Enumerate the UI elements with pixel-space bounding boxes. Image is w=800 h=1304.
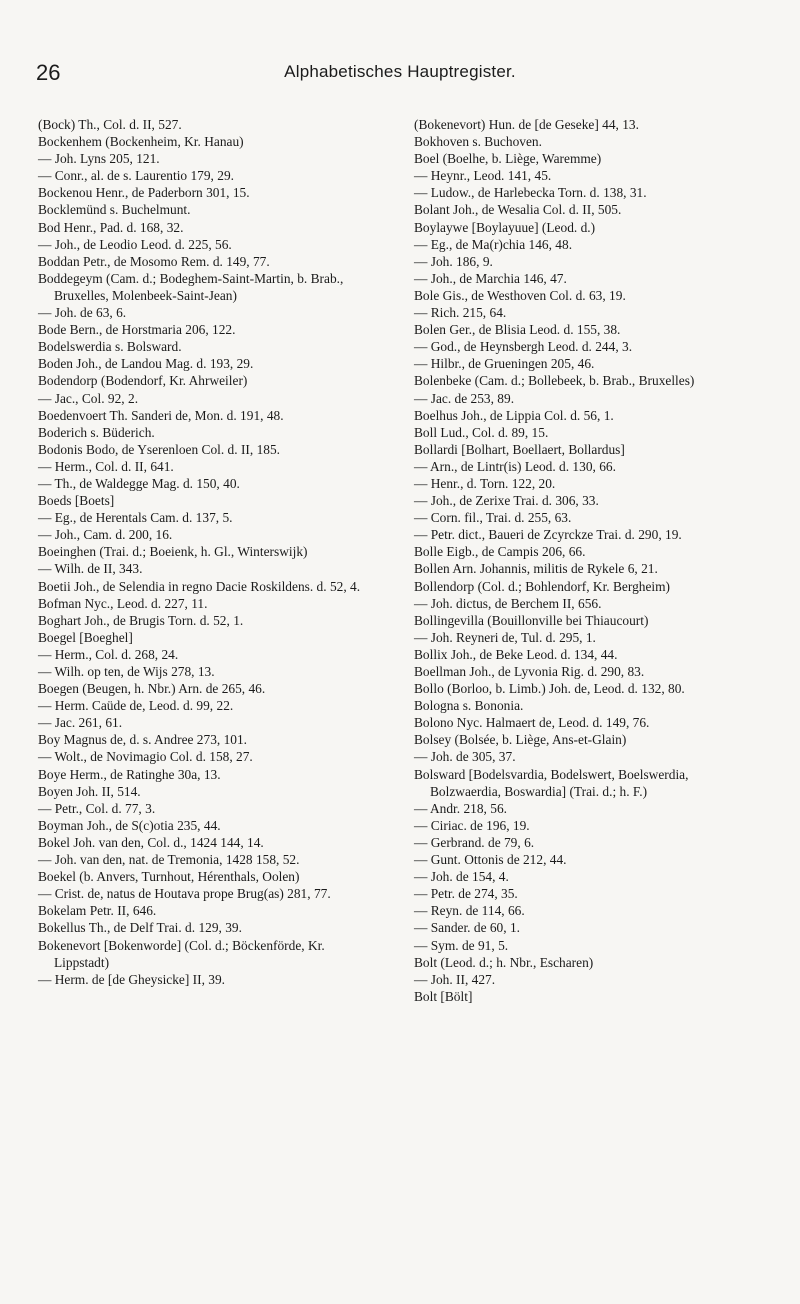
- index-entry: Bokelam Petr. II, 646.: [38, 903, 157, 919]
- index-entry: Boylaywe [Boylayuue] (Leod. d.): [414, 219, 596, 235]
- index-entry: Bollix Joh., de Beke Leod. d. 134, 44.: [414, 646, 618, 662]
- index-entry: Bokellus Th., de Delf Trai. d. 129, 39.: [38, 920, 242, 936]
- index-entry: — Eg., de Ma(r)chia 146, 48.: [414, 236, 573, 252]
- index-entry: — Joh. II, 427.: [414, 971, 496, 987]
- index-entry: Bofman Nyc., Leod. d. 227, 11.: [38, 595, 208, 611]
- index-entry: Boegel [Boeghel]: [38, 629, 133, 645]
- index-entry: Boel (Boelhe, b. Liège, Waremme): [414, 151, 602, 167]
- index-entry: Bode Bern., de Horstmaria 206, 122.: [38, 322, 236, 338]
- index-column-right: [414, 116, 754, 1005]
- index-entry: — Henr., d. Torn. 122, 20.: [414, 475, 556, 491]
- index-entry: Boekel (b. Anvers, Turnhout, Hérenthals, Oolen): [38, 869, 300, 885]
- index-entry: Boelhus Joh., de Lippia Col. d. 56, 1.: [414, 407, 614, 423]
- index-entry: (Bock) Th., Col. d. II, 527.: [38, 117, 182, 132]
- index-entry: — Sym. de 91, 5.: [414, 937, 509, 953]
- index-entry: — Joh. van den, nat. de Tremonia, 1428 158, 52.: [38, 852, 300, 868]
- index-entry: — Conr., al. de s. Laurentio 179, 29.: [38, 168, 234, 184]
- index-entry: Bole Gis., de Westhoven Col. d. 63, 19.: [414, 287, 626, 303]
- index-entry: Boden Joh., de Landou Mag. d. 193, 29.: [38, 356, 254, 372]
- index-entry: — Gunt. Ottonis de 212, 44.: [414, 852, 567, 868]
- index-entry: Boy Magnus de, d. s. Andree 273, 101.: [38, 732, 248, 748]
- index-entry: Bokenevort [Bokenworde] (Col. d.; Böckenförde, Kr. Lippstadt): [38, 937, 325, 970]
- index-entry: Bocklemünd s. Buchelmunt.: [38, 202, 191, 218]
- index-entry: — Herm., Col. d. 268, 24.: [38, 646, 179, 662]
- index-entry: Bokhoven s. Buchoven.: [414, 134, 542, 150]
- index-entry: Boye Herm., de Ratinghe 30a, 13.: [38, 766, 221, 782]
- index-entry: — Th., de Waldegge Mag. d. 150, 40.: [38, 475, 240, 491]
- index-entry: — Joh., de Zerixe Trai. d. 306, 33.: [414, 493, 599, 509]
- index-entry: Bolt (Leod. d.; h. Nbr., Escharen): [414, 954, 594, 970]
- index-entry: — Petr. dict., Baueri de Zcyrckze Trai. d. 290, 19.: [414, 527, 682, 543]
- index-entry: Bodelswerdia s. Bolsward.: [38, 339, 182, 355]
- index-entry: — Hilbr., de Grueningen 205, 46.: [414, 356, 595, 372]
- index-entry: — Jac., Col. 92, 2.: [38, 390, 139, 406]
- index-entry: — Ciriac. de 196, 19.: [414, 817, 530, 833]
- index-entry: Boyen Joh. II, 514.: [38, 783, 141, 799]
- index-entry: Bolt [Bölt]: [414, 988, 473, 1004]
- index-entry: — Crist. de, natus de Houtava prope Brug(as) 281, 77.: [38, 886, 331, 902]
- index-entry: — Herm. Caüde de, Leod. d. 99, 22.: [38, 698, 234, 714]
- index-entry: Bollo (Borloo, b. Limb.) Joh. de, Leod. d. 132, 80.: [414, 681, 685, 697]
- index-entry: — Petr., Col. d. 77, 3.: [38, 800, 156, 816]
- index-entry: Boedenvoert Th. Sanderi de, Mon. d. 191, 48.: [38, 407, 284, 423]
- index-entry: Bolant Joh., de Wesalia Col. d. II, 505.: [414, 202, 622, 218]
- index-entry: — Wolt., de Novimagio Col. d. 158, 27.: [38, 749, 253, 765]
- page-header: [36, 60, 764, 90]
- index-entry: Boll Lud., Col. d. 89, 15.: [414, 424, 549, 440]
- index-entry: — Joh. dictus, de Berchem II, 656.: [414, 595, 602, 611]
- index-entry: Boeinghen (Trai. d.; Boeienk, h. Gl., Winterswijk): [38, 544, 308, 560]
- page-number: 26: [36, 60, 61, 85]
- index-entry: — God., de Heynsbergh Leod. d. 244, 3.: [414, 339, 633, 355]
- index-entry: Bolle Eigb., de Campis 206, 66.: [414, 544, 586, 560]
- index-entry: — Jac. de 253, 89.: [414, 390, 515, 406]
- index-entry: — Reyn. de 114, 66.: [414, 903, 525, 919]
- index-entry: Bolsey (Bolsée, b. Liège, Ans-et-Glain): [414, 732, 627, 748]
- running-title: Alphabetisches Hauptregister.: [284, 62, 516, 81]
- index-column-left: [38, 116, 378, 988]
- index-entry: — Joh. Reyneri de, Tul. d. 295, 1.: [414, 629, 596, 645]
- index-entry: — Herm. de [de Gheysicke] II, 39.: [38, 971, 226, 987]
- index-entry: — Joh. de 305, 37.: [414, 749, 516, 765]
- index-entry: — Rich. 215, 64.: [414, 305, 507, 321]
- index-entry: — Herm., Col. d. II, 641.: [38, 458, 174, 474]
- index-entry: Boeds [Boets]: [38, 493, 115, 509]
- index-entry: — Joh., de Leodio Leod. d. 225, 56.: [38, 236, 232, 252]
- index-entry: Boellman Joh., de Lyvonia Rig. d. 290, 83.: [414, 664, 645, 679]
- index-entry: — Joh. Lyns 205, 121.: [38, 151, 160, 167]
- index-entry: Bollardi [Bolhart, Boellaert, Bollardus]: [414, 441, 625, 457]
- index-entry: — Sander. de 60, 1.: [414, 920, 520, 936]
- index-entry: Boddegeym (Cam. d.; Bodeghem-Saint-Martin, b. Brab., Bruxelles, Molenbeek-Saint-Jean): [38, 270, 344, 303]
- index-entry: Bodendorp (Bodendorf, Kr. Ahrweiler): [38, 373, 248, 389]
- index-entry: — Joh. de 154, 4.: [414, 869, 509, 885]
- index-entry: — Andr. 218, 56.: [414, 800, 507, 816]
- index-entry: Bolen Ger., de Blisia Leod. d. 155, 38.: [414, 322, 621, 338]
- index-entry: Bolenbeke (Cam. d.; Bollebeek, b. Brab., Bruxelles): [414, 373, 695, 389]
- index-entry: — Corn. fil., Trai. d. 255, 63.: [414, 510, 572, 526]
- index-entry: — Ludow., de Harlebecka Torn. d. 138, 31.: [414, 185, 647, 201]
- index-entry: Bolono Nyc. Halmaert de, Leod. d. 149, 76.: [414, 715, 650, 731]
- index-entry: Bologna s. Bononia.: [414, 698, 524, 714]
- index-entry: Bollendorp (Col. d.; Bohlendorf, Kr. Bergheim): [414, 578, 671, 594]
- index-entry: — Jac. 261, 61.: [38, 715, 123, 731]
- index-entry: (Bokenevort) Hun. de [de Geseke] 44, 13.: [414, 117, 639, 132]
- index-entry: Boddan Petr., de Mosomo Rem. d. 149, 77.: [38, 253, 270, 269]
- index-entry: Bockenou Henr., de Paderborn 301, 15.: [38, 185, 250, 201]
- index-entry: Bokel Joh. van den, Col. d., 1424 144, 14.: [38, 834, 264, 850]
- index-entry: — Wilh. op ten, de Wijs 278, 13.: [38, 664, 215, 679]
- index-entry: — Gerbrand. de 79, 6.: [414, 834, 535, 850]
- index-entry: — Joh. 186, 9.: [414, 253, 493, 269]
- index-entry: Boderich s. Büderich.: [38, 424, 155, 440]
- index-entry: Bod Henr., Pad. d. 168, 32.: [38, 219, 184, 235]
- index-entry: — Wilh. de II, 343.: [38, 561, 143, 577]
- index-entry: Boghart Joh., de Brugis Torn. d. 52, 1.: [38, 612, 244, 628]
- index-entry: — Joh., Cam. d. 200, 16.: [38, 527, 173, 543]
- index-entry: Bockenhem (Bockenheim, Kr. Hanau): [38, 134, 244, 150]
- index-entry: Bollen Arn. Johannis, militis de Rykele 6, 21.: [414, 561, 658, 577]
- index-entry: — Heynr., Leod. 141, 45.: [414, 168, 552, 184]
- index-entry: — Petr. de 274, 35.: [414, 886, 518, 902]
- index-entry: — Eg., de Herentals Cam. d. 137, 5.: [38, 510, 233, 526]
- index-entry: Bollingevilla (Bouillonville bei Thiaucourt): [414, 612, 649, 628]
- index-entry: — Arn., de Lintr(is) Leod. d. 130, 66.: [414, 458, 616, 474]
- index-entry: Bolsward [Bodelsvardia, Bodelswert, Boelswerdia, Bolzwaerdia, Boswardia] (Trai. d.; h. F.): [414, 766, 689, 799]
- index-entry: Boyman Joh., de S(c)otia 235, 44.: [38, 817, 221, 833]
- index-entry: Boetii Joh., de Selendia in regno Dacie Roskildens. d. 52, 4.: [38, 578, 361, 594]
- index-entry: Bodonis Bodo, de Yserenloen Col. d. II, 185.: [38, 441, 280, 457]
- index-entry: Boegen (Beugen, h. Nbr.) Arn. de 265, 46.: [38, 681, 266, 697]
- index-entry: — Joh., de Marchia 146, 47.: [414, 270, 567, 286]
- index-entry: — Joh. de 63, 6.: [38, 305, 127, 321]
